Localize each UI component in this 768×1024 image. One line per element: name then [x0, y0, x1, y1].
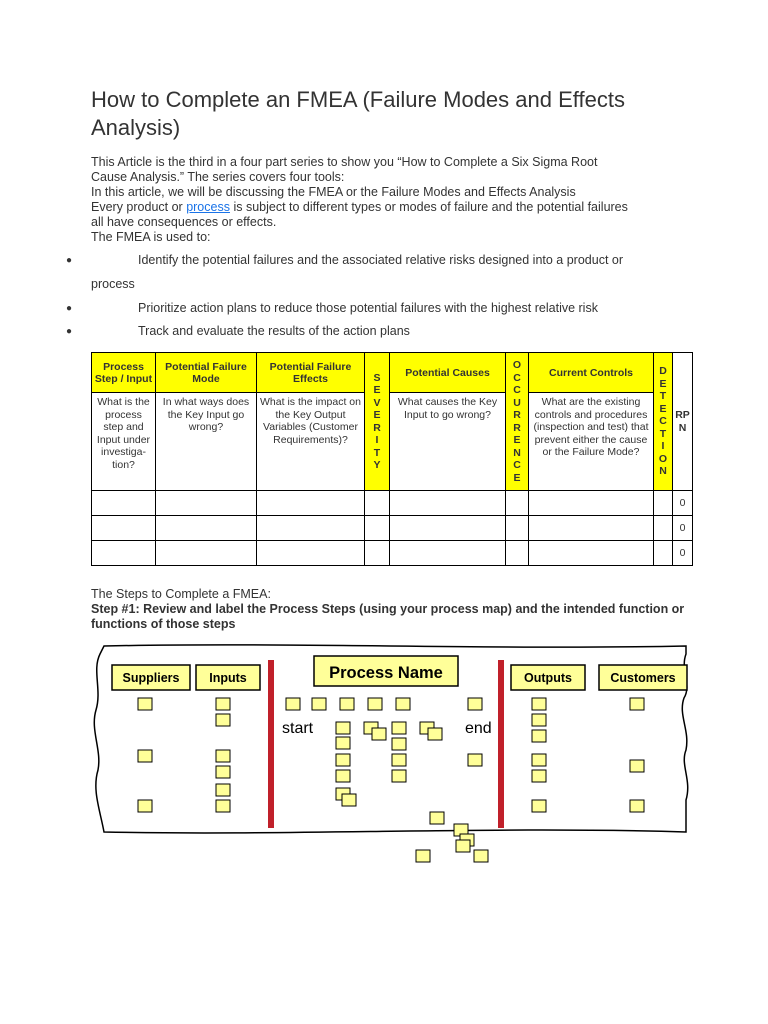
intro-line-3: In this article, we will be discussing the FMEA or the Failure Modes and Effects Analysis	[91, 185, 576, 199]
left-boundary-bar	[268, 660, 274, 828]
header-severity	[365, 353, 390, 491]
step-box	[430, 812, 444, 824]
step-box	[138, 750, 152, 762]
intro-line-1: This Article is the third in a four part series to show you “How to Complete a Six Sigma Root	[91, 155, 598, 169]
right-boundary-bar	[498, 660, 504, 828]
empty-cell[interactable]	[92, 541, 156, 566]
step-box	[532, 714, 546, 726]
bullet-3-text: Track and evaluate the results of the action plans	[138, 324, 410, 338]
step-box	[286, 698, 300, 710]
desc-causes: What causes the Key Input to go wrong?	[390, 393, 506, 491]
intro-line-2: Cause Analysis.” The series covers four tools:	[91, 170, 345, 184]
customers-header	[599, 665, 687, 690]
rpn-value: 0	[673, 516, 693, 541]
rpn-value: 0	[673, 491, 693, 516]
severity-letter: E	[373, 384, 381, 396]
desc-failure-effects: What is the impact on the Key Output Variables (Customer Requirements)?	[257, 393, 365, 491]
process-name-label: Process Name	[329, 664, 443, 682]
suppliers-header	[112, 665, 190, 690]
desc-failure-mode: In what ways does the Key Input go wrong?	[156, 393, 257, 491]
detection-letter: C	[659, 415, 667, 428]
step-box	[416, 850, 430, 862]
empty-cell[interactable]	[156, 541, 257, 566]
intro-line-5: all have consequences or effects.	[91, 215, 277, 229]
empty-cell[interactable]	[92, 491, 156, 516]
empty-cell[interactable]	[506, 491, 529, 516]
empty-cell[interactable]	[257, 491, 365, 516]
intro-line-6: The FMEA is used to:	[91, 230, 211, 244]
occurrence-letter: C	[513, 459, 521, 471]
occurrence-letter: R	[513, 409, 521, 421]
empty-cell[interactable]	[390, 491, 506, 516]
step-box	[336, 770, 350, 782]
occurrence-letter: E	[513, 434, 521, 446]
desc-controls: What are the existing controls and procedures (inspection and test) that prevent either the cause or the Failure Mode?	[529, 393, 654, 491]
empty-cell[interactable]	[529, 516, 654, 541]
header-failure-mode: Potential Failure Mode	[156, 353, 257, 393]
header-occurrence	[506, 353, 529, 491]
empty-cell[interactable]	[654, 516, 673, 541]
bullet-dot-icon: ●	[66, 303, 73, 314]
header-process-step: Process Step / Input	[92, 353, 156, 393]
step-box	[216, 698, 230, 710]
step-box	[532, 800, 546, 812]
step-box	[468, 698, 482, 710]
intro-line-4-pre: Every product or	[91, 200, 187, 214]
header-detection	[654, 353, 673, 491]
step-box	[216, 750, 230, 762]
severity-letter: I	[375, 434, 379, 446]
detection-letter: O	[658, 452, 668, 465]
step-box	[456, 840, 470, 852]
customers-label: Customers	[610, 671, 676, 685]
header-failure-effects: Potential Failure Effects	[257, 353, 365, 393]
occurrence-letter: C	[513, 371, 521, 384]
empty-cell[interactable]	[156, 491, 257, 516]
empty-cell[interactable]	[390, 541, 506, 566]
suppliers-label: Suppliers	[122, 671, 180, 685]
empty-cell[interactable]	[654, 541, 673, 566]
step-box	[342, 794, 356, 806]
header-causes: Potential Causes	[390, 353, 506, 393]
intro-line-4-post: is subject to different types or modes of failure and the potential failures	[229, 200, 628, 214]
empty-cell[interactable]	[506, 516, 529, 541]
step-box	[532, 730, 546, 742]
empty-cell[interactable]	[365, 491, 390, 516]
step-box	[630, 800, 644, 812]
severity-letter: S	[373, 371, 381, 384]
detection-letter: E	[659, 377, 667, 390]
detection-letter: D	[659, 365, 667, 378]
step-box	[368, 698, 382, 710]
severity-letter: T	[373, 446, 381, 459]
empty-cell[interactable]	[365, 541, 390, 566]
detection-letter: N	[659, 465, 667, 478]
step-box	[392, 754, 406, 766]
step-box	[336, 722, 350, 734]
empty-cell[interactable]	[529, 491, 654, 516]
step-box	[312, 698, 326, 710]
end-label: end	[465, 720, 492, 737]
intro-line-4	[91, 200, 628, 215]
detection-letters	[654, 365, 672, 478]
severity-letters	[365, 372, 389, 472]
desc-process-step: What is the process step and Input under investiga-tion?	[92, 393, 156, 491]
step-box	[216, 784, 230, 796]
start-label: start	[282, 720, 314, 737]
inputs-label: Inputs	[209, 671, 247, 685]
inputs-header	[196, 665, 260, 690]
bullet-dot-icon: ●	[66, 326, 73, 337]
step-box	[216, 766, 230, 778]
rpn-label: RP N	[675, 409, 690, 434]
step-box	[396, 698, 410, 710]
header-controls: Current Controls	[529, 353, 654, 393]
severity-letter: Y	[373, 459, 381, 471]
occurrence-letters	[506, 359, 528, 484]
step-1-heading: Step #1: Review and label the Process Steps (using your process map) and the intended function or functions of those steps	[91, 602, 685, 631]
occurrence-letter: C	[513, 384, 521, 396]
step-box	[216, 800, 230, 812]
table-row	[92, 541, 693, 566]
severity-letter: R	[373, 421, 381, 434]
occurrence-letter: R	[513, 421, 521, 434]
bullet-dot-icon: ●	[66, 255, 73, 266]
step-box	[532, 754, 546, 766]
detection-letter: T	[659, 427, 667, 440]
occurrence-letter: E	[513, 471, 521, 484]
bullet-1-text: Identify the potential failures and the associated relative risks designed into a product or	[138, 253, 624, 267]
step-box	[392, 722, 406, 734]
empty-cell[interactable]	[92, 516, 156, 541]
step-box	[532, 698, 546, 710]
process-map-diagram	[90, 640, 690, 870]
step-box	[372, 728, 386, 740]
step-box	[138, 800, 152, 812]
step-box	[468, 754, 482, 766]
outputs-header	[511, 665, 585, 690]
step-box	[532, 770, 546, 782]
occurrence-letter: O	[512, 359, 522, 371]
table-row	[92, 491, 693, 516]
process-name-header	[314, 656, 458, 686]
detection-letter: E	[659, 402, 667, 415]
empty-cell[interactable]	[257, 541, 365, 566]
severity-letter: V	[373, 396, 381, 409]
step-box	[392, 770, 406, 782]
empty-cell[interactable]	[506, 541, 529, 566]
page-title: How to Complete an FMEA (Failure Modes and Effects Analysis)	[91, 87, 625, 140]
step-box	[630, 760, 644, 772]
rpn-value: 0	[673, 541, 693, 566]
empty-cell[interactable]	[390, 516, 506, 541]
severity-letter: E	[373, 409, 381, 421]
steps-intro: The Steps to Complete a FMEA:	[91, 587, 271, 601]
process-link[interactable]: process	[186, 200, 230, 214]
bullet-2-text: Prioritize action plans to reduce those potential failures with the highest relative risk	[138, 301, 598, 315]
bullet-1-continuation: process	[91, 277, 135, 291]
empty-cell[interactable]	[529, 541, 654, 566]
step-box	[138, 698, 152, 710]
step-box	[392, 738, 406, 750]
occurrence-letter: N	[513, 446, 521, 459]
step-box	[630, 698, 644, 710]
step-box	[336, 737, 350, 749]
table-row	[92, 516, 693, 541]
step-box	[428, 728, 442, 740]
detection-letter: T	[659, 390, 667, 403]
occurrence-letter: U	[513, 396, 521, 409]
header-rpn	[673, 353, 693, 491]
empty-cell[interactable]	[156, 516, 257, 541]
empty-cell[interactable]	[257, 516, 365, 541]
detection-letter: I	[661, 440, 665, 453]
step-box	[340, 698, 354, 710]
step-box	[216, 714, 230, 726]
step-box	[336, 754, 350, 766]
outputs-label: Outputs	[524, 671, 572, 685]
empty-cell[interactable]	[365, 516, 390, 541]
fmea-table	[91, 352, 693, 566]
empty-cell[interactable]	[654, 491, 673, 516]
step-box	[474, 850, 488, 862]
